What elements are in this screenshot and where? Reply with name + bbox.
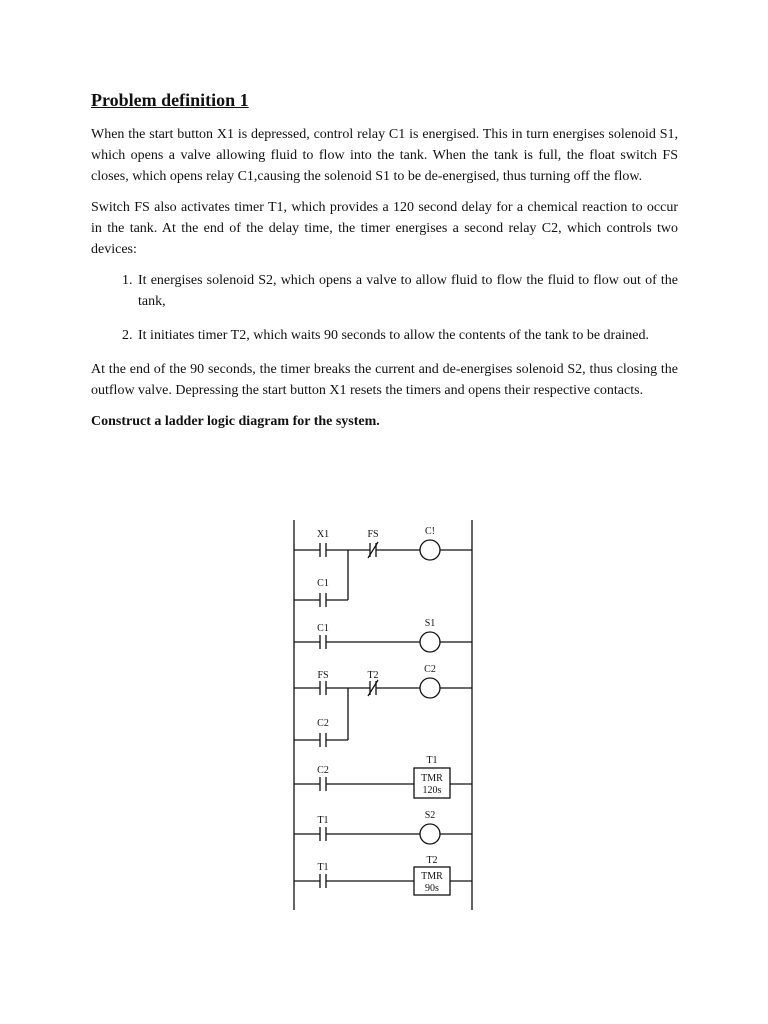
- timer-paragraph: Switch FS also activates timer T1, which provides a 120 second delay for a chemical reaction to occur in the tank. At the end of the delay time, the timer energises a second relay C2, which controls two devices:: [91, 200, 678, 257]
- label-fs-rung3: FS: [317, 670, 329, 681]
- rung-5: [294, 824, 472, 844]
- label-s1: S1: [424, 618, 436, 629]
- label-c2-coil: C2: [424, 664, 436, 675]
- label-timer-t1-type: TMR: [421, 773, 443, 784]
- label-t1-second: T1: [317, 862, 329, 873]
- label-timer-t2-preset: 90s: [425, 883, 439, 894]
- document-body: [91, 86, 678, 442]
- label-t1: T1: [317, 815, 329, 826]
- label-timer-t2-type: TMR: [421, 871, 443, 882]
- list-item: 1. It energises solenoid S2, which opens a valve to allow fluid to flow the fluid to flow out of the tank,: [136, 270, 678, 312]
- label-fs: FS: [367, 529, 379, 540]
- label-c1: C1: [317, 623, 329, 634]
- label-c1-branch: C1: [317, 578, 329, 589]
- label-timer-t1-preset: 120s: [422, 785, 442, 796]
- label-c2-branch: C2: [317, 718, 329, 729]
- rung-2: [294, 632, 472, 652]
- label-timer-t1-name: T1: [426, 755, 438, 766]
- label-s2: S2: [424, 810, 436, 821]
- intro-paragraph: When the start button X1 is depressed, control relay C1 is energised. This in turn energises solenoid S1, which opens a valve allowing fluid to flow into the tank. When the tank is full, the float switch FS closes, which opens relay C1,causing the solenoid S1 to be de-energised, thus turning off the flow.: [91, 127, 678, 184]
- label-t2: T2: [367, 670, 379, 681]
- closing-paragraph: At the end of the 90 seconds, the timer breaks the current and de-energises solenoid S2, thus closing the outflow valve. Depressing the start button X1 resets the timers and opens their respective contacts.: [91, 362, 678, 398]
- rung-3: [294, 678, 472, 747]
- task-instruction: Construct a ladder logic diagram for the system.: [91, 414, 380, 429]
- ladder-logic-diagram: [270, 512, 490, 912]
- device-list: [91, 270, 678, 346]
- label-timer-t2-name: T2: [426, 855, 438, 866]
- rung-1: [294, 540, 472, 607]
- label-c1-coil: C!: [425, 526, 435, 537]
- label-c2: C2: [317, 765, 329, 776]
- coil-c1: [420, 540, 440, 560]
- label-x1: X1: [316, 529, 330, 540]
- page-title: Problem definition 1: [91, 90, 249, 110]
- list-item: 2. It initiates timer T2, which waits 90 seconds to allow the contents of the tank to be drained.: [136, 325, 678, 346]
- coil-s2: [420, 824, 440, 844]
- coil-c2: [420, 678, 440, 698]
- coil-s1: [420, 632, 440, 652]
